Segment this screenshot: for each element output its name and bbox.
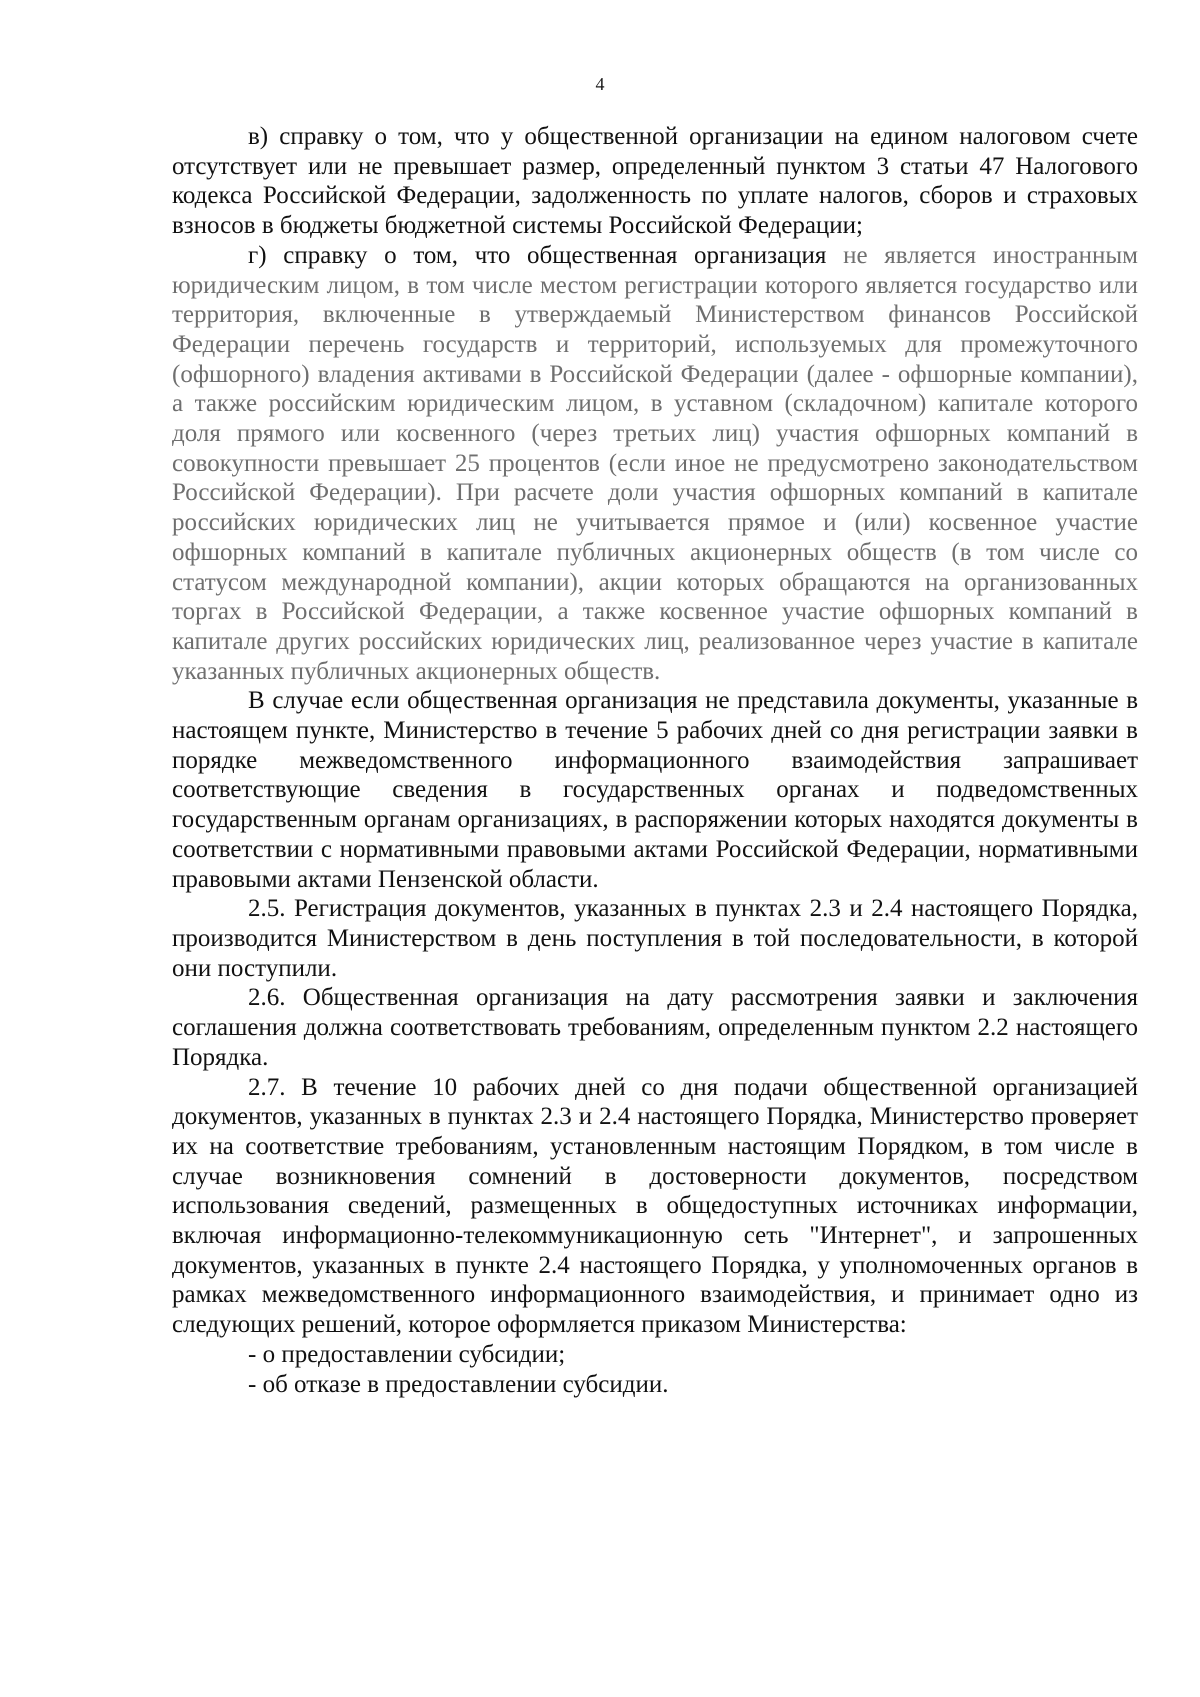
paragraph-interagency-request: В случае если общественная организация не представила документы, указанные в настоящем пункте, Министерство в течение 5 рабочих дней со дня регистрации заявки в порядке межведомственного информационного взаимодействия запрашивает соответствующие сведения в государственных органах и подведомственных государственным органам организациях, в распоряжении которых находятся документы в соответствии с нормативными правовыми актами Российской Федерации, нормативными правовыми актами Пензенской области.	[172, 687, 1138, 893]
offshore-certificate-rest: не является иностранным юридическим лицом, в том числе местом регистрации которого является государство или территория, включенные в утверждаемый Министерством финансов Российской Федерации перечень государств и территорий, используемых для промежуточного (офшорного) владения активами в Российской Федерации (далее - офшорные компании), а также российским юридическим лицом, в уставном (складочном) капитале которого доля прямого или косвенного (через третьих лиц) участия офшорных компаний в совокупности превышает 25 процентов (если иное не предусмотрено законодательством Российской Федерации). При расчете доли участия офшорных компаний в капитале российских юридических лиц не учитывается прямое и (или) косвенное участие офшорных компаний в капитале публичных акционерных обществ (в том числе со статусом международной компании), акции которых обращаются на организованных торгах в Российской Федерации, а также косвенное участие офшорных компаний в капитале других российских юридических лиц, реализованное через участие в капитале указанных публичных акционерных обществ.	[172, 241, 1138, 685]
paragraph-tax-certificate: в) справку о том, что у общественной организации на едином налоговом счете отсутствует или не превышает размер, определенный пунктом 3 статьи 47 Налогового кодекса Российской Федерации, задолженность по уплате налогов, сборов и страховых взносов в бюджеты бюджетной системы Российской Федерации;	[172, 123, 1138, 240]
paragraph-2-7: 2.7. В течение 10 рабочих дней со дня подачи общественной организацией документов, указанных в пунктах 2.3 и 2.4 настоящего Порядка, Министерство проверяет их на соответствие требованиям, установленным настоящим Порядком, в том числе в случае возникновения сомнений в достоверности документов, посредством использования сведений, размещенных в общедоступных источниках информации, включая информационно-телекоммуникационную сеть "Интернет", и запрошенных документов, указанных в пункте 2.4 настоящего Порядка, у уполномоченных органов в рамках межведомственного информационного взаимодействия, и принимает одно из следующих решений, которое оформляется приказом Министерства:	[172, 1073, 1138, 1339]
paragraph-offshore-certificate	[172, 241, 1138, 687]
list-item-refuse-subsidy: - об отказе в предоставлении субсидии.	[248, 1370, 669, 1398]
document-body	[172, 122, 1138, 1399]
page-number: 4	[595, 74, 605, 94]
offshore-certificate-lead: г) справку о том, что общественная организация	[248, 241, 827, 269]
paragraph-2-6: 2.6. Общественная организация на дату рассмотрения заявки и заключения соглашения должна соответствовать требованиям, определенным пунктом 2.2 настоящего Порядка.	[172, 984, 1138, 1071]
list-item-grant-subsidy: - о предоставлении субсидии;	[248, 1340, 566, 1368]
paragraph-2-5: 2.5. Регистрация документов, указанных в пунктах 2.3 и 2.4 настоящего Порядка, производится Министерством в день поступления в той последовательности, в которой они поступили.	[172, 895, 1138, 982]
